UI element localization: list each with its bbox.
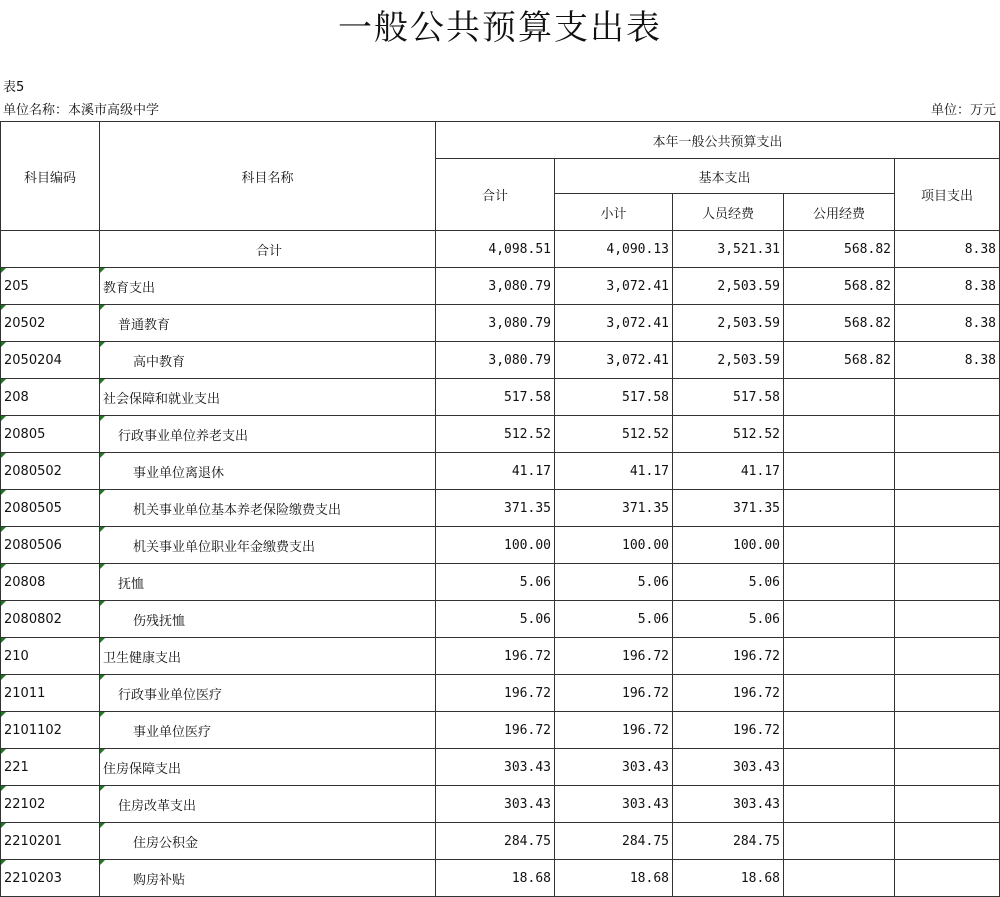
cell-public: 568.82 — [784, 305, 895, 342]
cell-code: 20805 — [1, 416, 100, 453]
cell-subtotal: 371.35 — [555, 490, 673, 527]
cell-project — [895, 527, 1000, 564]
cell-public: 568.82 — [784, 268, 895, 305]
cell-personnel: 2,503.59 — [673, 342, 784, 379]
cell-total: 100.00 — [436, 527, 555, 564]
cell-name: 普通教育 — [100, 305, 436, 342]
cell-project — [895, 379, 1000, 416]
cell-name: 住房改革支出 — [100, 786, 436, 823]
header-project: 项目支出 — [895, 159, 1000, 231]
table-row — [1, 749, 1000, 786]
cell-project — [895, 638, 1000, 675]
cell-project — [895, 601, 1000, 638]
cell-name: 抚恤 — [100, 564, 436, 601]
currency-unit: 单位：万元 — [930, 103, 996, 118]
cell-name: 伤残抚恤 — [100, 601, 436, 638]
cell-code: 2080802 — [1, 601, 100, 638]
cell-total: 196.72 — [436, 712, 555, 749]
cell-personnel: 512.52 — [673, 416, 784, 453]
cell-subtotal: 196.72 — [555, 638, 673, 675]
page-title: 一般公共预算支出表 — [338, 8, 662, 48]
cell-personnel: 196.72 — [673, 675, 784, 712]
cell-code: 208 — [1, 379, 100, 416]
cell-total: 5.06 — [436, 601, 555, 638]
cell-personnel: 196.72 — [673, 638, 784, 675]
cell-personnel: 18.68 — [673, 860, 784, 897]
cell-name: 行政事业单位医疗 — [100, 675, 436, 712]
cell-name: 机关事业单位基本养老保险缴费支出 — [100, 490, 436, 527]
cell-code: 20502 — [1, 305, 100, 342]
cell-name: 住房公积金 — [100, 823, 436, 860]
cell-subtotal: 3,072.41 — [555, 342, 673, 379]
unit-name: 单位名称：本溪市高级中学 — [3, 103, 160, 118]
cell-personnel: 5.06 — [673, 601, 784, 638]
table-row — [1, 638, 1000, 675]
header-public: 公用经费 — [784, 194, 895, 231]
table-row — [1, 527, 1000, 564]
cell-public — [784, 675, 895, 712]
cell-name: 事业单位离退休 — [100, 453, 436, 490]
cell-total: 18.68 — [436, 860, 555, 897]
cell-subtotal: 512.52 — [555, 416, 673, 453]
cell-total: 4,098.51 — [436, 231, 555, 268]
cell-public — [784, 601, 895, 638]
cell-personnel: 517.58 — [673, 379, 784, 416]
cell-subtotal: 5.06 — [555, 564, 673, 601]
cell-project: 8.38 — [895, 231, 1000, 268]
cell-project — [895, 453, 1000, 490]
cell-personnel: 100.00 — [673, 527, 784, 564]
cell-total: 517.58 — [436, 379, 555, 416]
cell-project — [895, 564, 1000, 601]
cell-personnel: 3,521.31 — [673, 231, 784, 268]
cell-subtotal: 3,072.41 — [555, 305, 673, 342]
cell-code: 210 — [1, 638, 100, 675]
cell-public — [784, 749, 895, 786]
cell-project — [895, 675, 1000, 712]
cell-project — [895, 416, 1000, 453]
cell-project — [895, 860, 1000, 897]
cell-personnel: 196.72 — [673, 712, 784, 749]
table-header — [1, 122, 1000, 231]
table-row — [1, 453, 1000, 490]
cell-total: 196.72 — [436, 675, 555, 712]
cell-name: 卫生健康支出 — [100, 638, 436, 675]
cell-project: 8.38 — [895, 342, 1000, 379]
table-row — [1, 675, 1000, 712]
table-row — [1, 601, 1000, 638]
cell-total: 3,080.79 — [436, 342, 555, 379]
cell-project — [895, 786, 1000, 823]
table-body — [1, 231, 1000, 897]
cell-code: 20808 — [1, 564, 100, 601]
cell-subtotal: 5.06 — [555, 601, 673, 638]
cell-project: 8.38 — [895, 268, 1000, 305]
cell-code: 2080505 — [1, 490, 100, 527]
cell-name: 住房保障支出 — [100, 749, 436, 786]
cell-subtotal: 3,072.41 — [555, 268, 673, 305]
cell-code: 21011 — [1, 675, 100, 712]
cell-name: 事业单位医疗 — [100, 712, 436, 749]
cell-public — [784, 379, 895, 416]
table-row — [1, 490, 1000, 527]
cell-subtotal: 284.75 — [555, 823, 673, 860]
cell-project: 8.38 — [895, 305, 1000, 342]
cell-project — [895, 490, 1000, 527]
table-row — [1, 786, 1000, 823]
cell-personnel: 5.06 — [673, 564, 784, 601]
table-row — [1, 342, 1000, 379]
expenditure-table — [0, 121, 1000, 897]
header-total: 合计 — [436, 159, 555, 231]
table-row — [1, 712, 1000, 749]
cell-code: 221 — [1, 749, 100, 786]
cell-subtotal: 196.72 — [555, 712, 673, 749]
cell-public — [784, 416, 895, 453]
cell-total: 3,080.79 — [436, 305, 555, 342]
cell-personnel: 41.17 — [673, 453, 784, 490]
cell-public — [784, 860, 895, 897]
cell-personnel: 284.75 — [673, 823, 784, 860]
cell-public: 568.82 — [784, 342, 895, 379]
table-row — [1, 379, 1000, 416]
cell-subtotal: 41.17 — [555, 453, 673, 490]
cell-public — [784, 638, 895, 675]
cell-public: 568.82 — [784, 231, 895, 268]
cell-code: 2080506 — [1, 527, 100, 564]
cell-subtotal: 4,090.13 — [555, 231, 673, 268]
cell-code: 2101102 — [1, 712, 100, 749]
cell-code: 2050204 — [1, 342, 100, 379]
cell-code — [1, 231, 100, 268]
cell-personnel: 2,503.59 — [673, 305, 784, 342]
table-row — [1, 860, 1000, 897]
cell-name: 机关事业单位职业年金缴费支出 — [100, 527, 436, 564]
header-code: 科目编码 — [1, 122, 100, 231]
cell-project — [895, 823, 1000, 860]
table-row — [1, 305, 1000, 342]
table-row — [1, 268, 1000, 305]
cell-project — [895, 749, 1000, 786]
table-row — [1, 823, 1000, 860]
cell-public — [784, 564, 895, 601]
cell-subtotal: 18.68 — [555, 860, 673, 897]
cell-total: 512.52 — [436, 416, 555, 453]
table-number: 表5 — [3, 80, 25, 95]
cell-total: 41.17 — [436, 453, 555, 490]
cell-total: 371.35 — [436, 490, 555, 527]
cell-personnel: 2,503.59 — [673, 268, 784, 305]
header-subtotal: 小计 — [555, 194, 673, 231]
cell-subtotal: 303.43 — [555, 786, 673, 823]
cell-total: 303.43 — [436, 749, 555, 786]
cell-total: 303.43 — [436, 786, 555, 823]
cell-subtotal: 517.58 — [555, 379, 673, 416]
cell-public — [784, 786, 895, 823]
header-personnel: 人员经费 — [673, 194, 784, 231]
cell-public — [784, 712, 895, 749]
cell-code: 2210203 — [1, 860, 100, 897]
cell-code: 2080502 — [1, 453, 100, 490]
cell-name: 购房补贴 — [100, 860, 436, 897]
cell-total: 284.75 — [436, 823, 555, 860]
cell-public — [784, 453, 895, 490]
cell-personnel: 371.35 — [673, 490, 784, 527]
cell-total: 3,080.79 — [436, 268, 555, 305]
cell-subtotal: 303.43 — [555, 749, 673, 786]
cell-name: 合计 — [100, 231, 436, 268]
table-row — [1, 231, 1000, 268]
cell-code: 22102 — [1, 786, 100, 823]
table-row — [1, 564, 1000, 601]
cell-code: 205 — [1, 268, 100, 305]
cell-public — [784, 490, 895, 527]
header-basic: 基本支出 — [555, 159, 895, 194]
cell-name: 高中教育 — [100, 342, 436, 379]
cell-name: 教育支出 — [100, 268, 436, 305]
cell-code: 2210201 — [1, 823, 100, 860]
cell-name: 行政事业单位养老支出 — [100, 416, 436, 453]
cell-personnel: 303.43 — [673, 749, 784, 786]
cell-subtotal: 196.72 — [555, 675, 673, 712]
table-row — [1, 416, 1000, 453]
header-annual: 本年一般公共预算支出 — [436, 122, 1000, 159]
cell-personnel: 303.43 — [673, 786, 784, 823]
cell-project — [895, 712, 1000, 749]
cell-name: 社会保障和就业支出 — [100, 379, 436, 416]
header-name: 科目名称 — [100, 122, 436, 231]
cell-total: 196.72 — [436, 638, 555, 675]
cell-public — [784, 823, 895, 860]
cell-public — [784, 527, 895, 564]
cell-subtotal: 100.00 — [555, 527, 673, 564]
cell-total: 5.06 — [436, 564, 555, 601]
